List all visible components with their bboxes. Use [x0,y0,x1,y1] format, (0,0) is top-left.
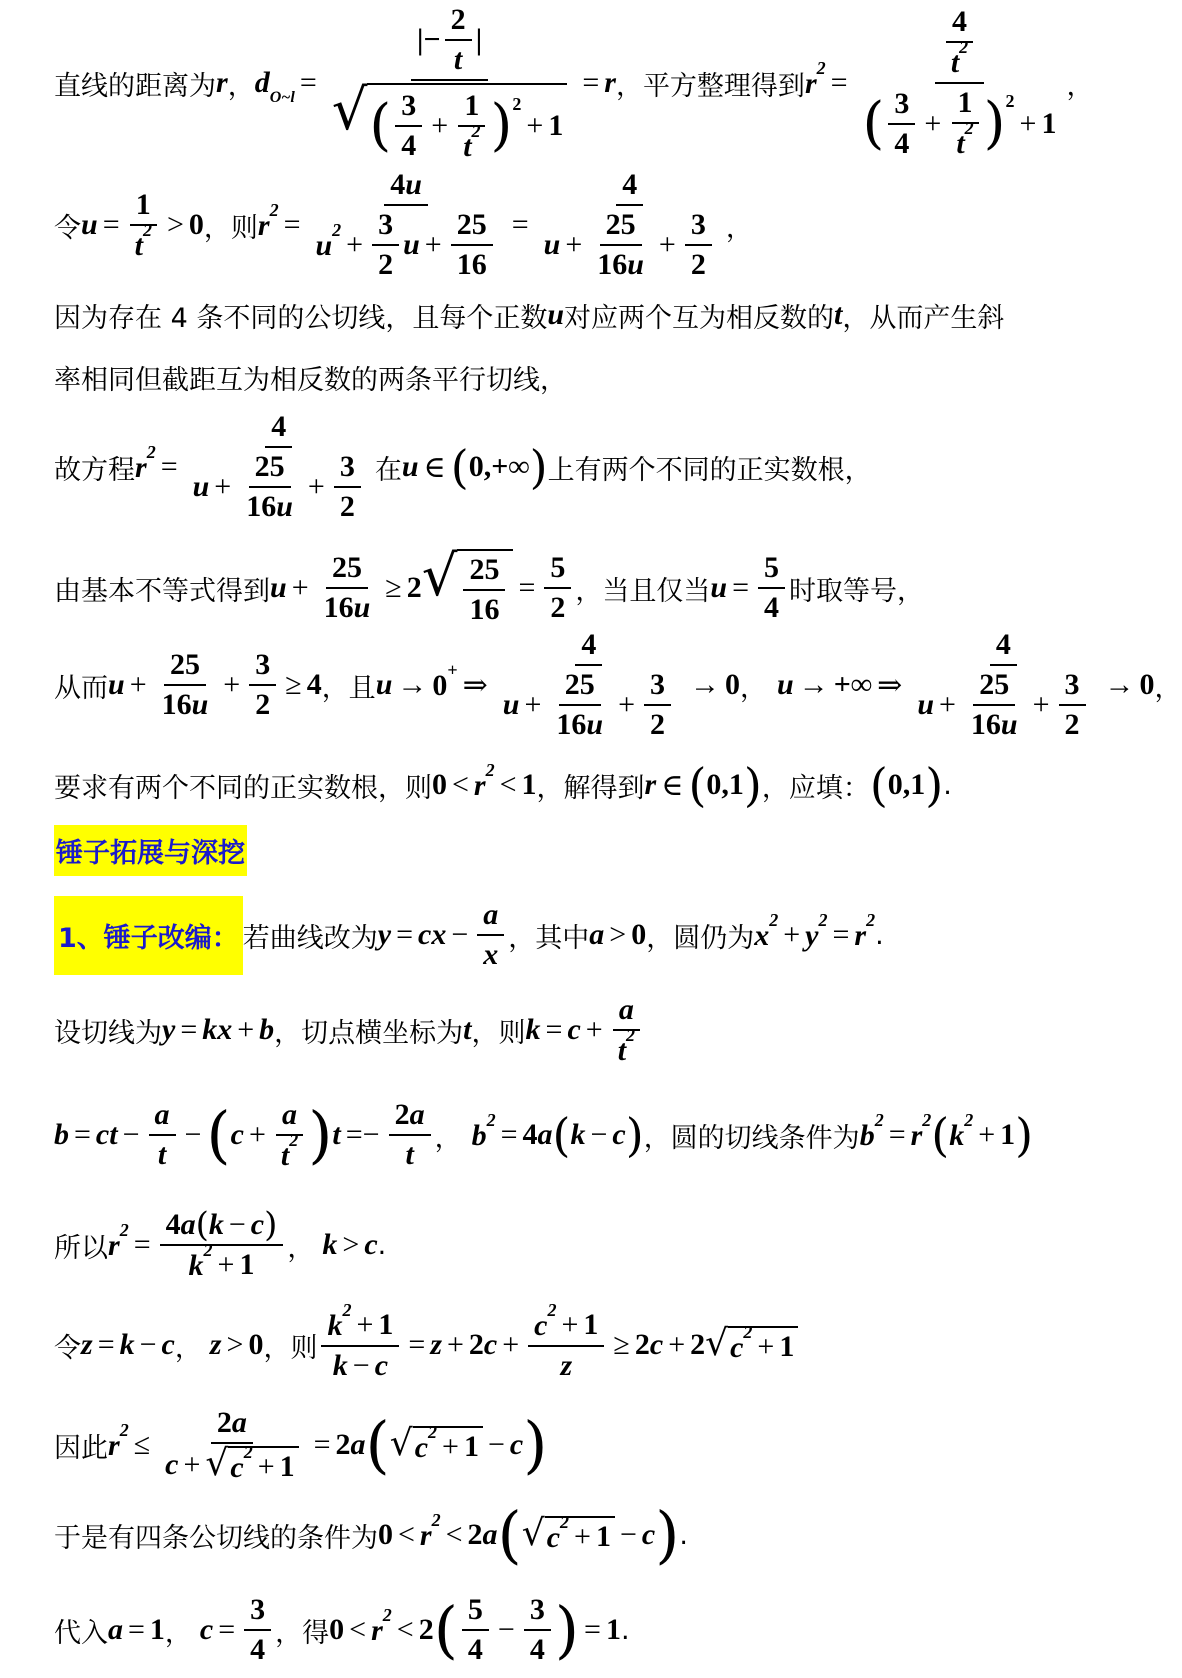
line-tangent: 设切线为 y = kx + b ，切点横坐标为 t ，则 k = c + $\frac{a}{t^2}$ [54,990,645,1070]
math-d: $d_{O\sim l}$ [254,66,295,106]
line-item-1: 1、锤子改编： 若曲线改为 y = cx − $\frac{a}{x}$ ，其中 a > 0 ，圆仍为 $x^2$ + $y^2$ = $r^2$ . [54,895,884,975]
line-intercept: b = ct − $\frac{a}{t}$ − ( c + $\frac{a}{t^2}$ ) t =− 2 a t ， $b^2$ = 4 a ( k − c ) ，圆的切线条件为 $b^2$ = $r^2$ ( $k^2$ + 1 ) [54,1097,1034,1172]
line-distance: 直线的距离为 r ， $d_{O\sim l}$ = |− $\frac{2}{t}$ | √ ( $\frac{3}{4}$ + $\frac{1}{t^2}$ ) 2 + 1 = r ， 平方整理得到 $r^2$ = $\frac{4}{t^2}$ ( $\frac{3}{4}$ + $\frac{1}{t^2}$ ) 2 + 1 ， [54,2,1094,163]
text-segment: 平方整理得到 [642,70,805,102]
fraction-r2: $\frac{4}{t^2}$ ( $\frac{3}{4}$ + $\frac{1}{t^2}$ ) 2 + 1 [862,5,1057,160]
line-z-sub: 令 z = k − c ， z > 0 ， 则 $k^2$ + 1 k − c = z + 2 c + $c^2$ + 1 z ≥ 2 c + 2 √ $c^2$ + 1 [54,1300,798,1390]
text-segment: 故方程 [54,454,135,486]
fraction-distance: |− $\frac{2}{t}$ | √ ( $\frac{3}{4}$ + $\frac{1}{t^2}$ ) 2 + 1 [326,3,574,164]
text-segment: 要求有两个不同的正实数根，则 [54,772,432,804]
text-segment: ，圆仍为 [646,922,755,954]
text-segment: 代入 [54,1617,108,1649]
text-segment: 得 [302,1617,330,1649]
math-r: r [216,66,228,99]
line-four-tangents: 于是有四条公切线的条件为 0 < $r^2$ < 2 a ( √ $c^2$ + 1 − c ) . [54,1498,688,1571]
text-segment: ，从而产生斜 [842,302,1005,334]
text-segment: 因此 [54,1432,108,1464]
text-segment: 对应两个互为相反数的 [564,302,835,334]
text-segment: ，切点横坐标为 [274,1017,464,1049]
line-substitution: 令 u = $\frac{1}{t^2}$ > 0 ， 则 $r^2$ = 4 u $u^2$ + $\frac{3}{2}$ u + $\frac{25}{16}$ = 4 u + 25 16 u + $\frac{3}{2}$ ， [54,168,753,281]
text-segment: ，其中 [508,922,590,954]
text-segment: 于是有四条公切线的条件为 [54,1522,378,1554]
line-equation: 故方程 $r^2$ = 4 u + 25 16 u + $\frac{3}{2}$ 在 u ∈ ( 0,+∞ ) 上有两个不同的正实数根， [54,410,872,523]
text-segment: ，应填： [761,772,870,804]
line-inequality: 由基本不等式得到 u + 25 16 u ≥ 2 √ $\frac{25}{16}$ = $\frac{5}{2}$ ，当且仅当 u = $\frac{5}{4}$ 时取等号， [54,544,924,626]
text-segment: 所以 [54,1232,108,1264]
item-1-label: 1、锤子改编： [54,896,243,975]
text-segment: ，则 [471,1017,526,1049]
line-substitute-values: 代入 a = 1 ， c = $\frac{3}{4}$ ， 得 0 < $r^2$ < 2 ( $\frac{5}{4}$ − $\frac{3}{4}$ ) = 1 . [54,1593,630,1666]
text-segment: ，当且仅当 [575,575,711,607]
text-segment: 时取等号， [788,575,924,607]
text-segment: 上有两个不同的正实数根， [547,454,872,486]
line-r2-bound: 因此 $r^2$ ≤ 2 a c + √ $c^2$ + 1 = 2 a ( √ $c^2$ + 1 − c ) [54,1405,548,1484]
line-reason-cont [54,352,567,402]
text-segment: 令 [54,1332,81,1364]
text-segment: 若曲线改为 [242,922,378,954]
line-limits: 从而 u + 25 16 u + $\frac{3}{2}$ ≥ 4 ，且 u → 0+ ⇒ 4 u + 25 16 u + $\frac{3}{2}$ → 0 ， u → +∞ ⇒ 4 u + 25 16 u + $\frac{3}{2}$ → 0 ， [54,628,1182,741]
text-segment: 设切线为 [54,1017,162,1049]
text-segment: 率相同但截距互为相反数的两条平行切线， [54,364,567,396]
line-conclusion: 要求有两个不同的正实数根，则 0 < $r^2$ < 1 ，解得到 r ∈ ( 0,1 ) ，应填： ( 0,1 ) . [54,758,952,812]
text-segment: 令 [54,212,81,244]
text-segment: 因为存在 4 条不同的公切线，且每个正数 [54,302,548,334]
text-segment: 从而 [54,672,108,704]
text-segment: 则 [230,212,258,244]
line-reason: 因为存在 4 条不同的公切线，且每个正数 u 对应两个互为相反数的 t ，从而产生斜 [54,290,1004,340]
text-segment: 直线的距离为 [54,70,216,102]
text-segment: ，圆的切线条件为 [643,1122,860,1154]
text-segment: 则 [290,1332,318,1364]
text-segment: ，且 [321,672,376,704]
text-segment: 在 [374,454,402,486]
text-segment: 由基本不等式得到 [54,575,270,607]
section-title [54,828,247,872]
section-title-text: 锤子拓展与深挖 [54,825,247,876]
line-r2-expression: 所以 $r^2$ = 4 a ( k − c ) $k^2$ + 1 ， k > c . [54,1204,387,1282]
text-segment: ，解得到 [536,772,645,804]
